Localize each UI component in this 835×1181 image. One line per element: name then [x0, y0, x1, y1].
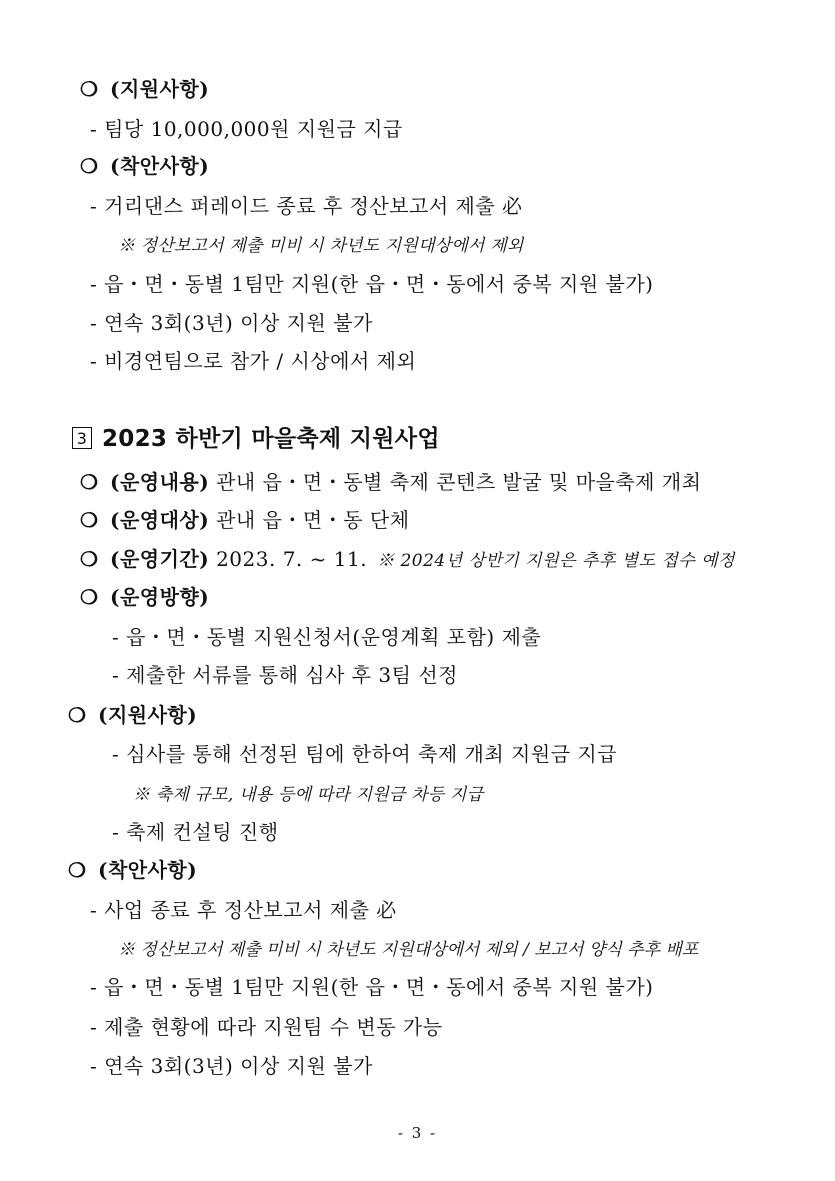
section-number: 3: [72, 427, 92, 449]
heading-label: (운영내용): [110, 470, 210, 494]
circle-bullet-icon: ❍: [80, 77, 99, 101]
heading-label: (지원사항): [98, 703, 198, 727]
circle-bullet-icon: ❍: [80, 547, 99, 571]
circle-bullet-icon: ❍: [80, 508, 99, 532]
list-item: - 심사를 통해 선정된 팀에 한하여 축제 개최 지원금 지급: [112, 742, 618, 766]
support-heading: [80, 76, 209, 102]
target-row: [80, 507, 410, 533]
section-title-text: 2023 하반기 마을축제 지원사업: [102, 426, 440, 452]
row-text: 관내 읍・면・동별 축제 콘텐츠 발굴 및 마을축제 개최: [209, 470, 702, 494]
heading-label: (착안사항): [110, 154, 210, 178]
circle-bullet-icon: ❍: [68, 858, 87, 882]
note-text: ※ 정산보고서 제출 미비 시 차년도 지원대상에서 제외 / 보고서 양식 추후 배포: [118, 940, 699, 960]
list-item: - 읍・면・동별 1팀만 지원(한 읍・면・동에서 중복 지원 불가): [90, 975, 654, 999]
content-row: [80, 469, 701, 495]
row-text: 관내 읍・면・동 단체: [209, 508, 410, 532]
circle-bullet-icon: ❍: [80, 470, 99, 494]
list-item: - 제출 현황에 따라 지원팀 수 변동 가능: [90, 1015, 443, 1039]
list-item: - 제출한 서류를 통해 심사 후 3팀 선정: [112, 663, 458, 687]
notes-heading: [68, 857, 197, 883]
period-note: ※ 2024년 상반기 지원은 추후 별도 접수 예정: [377, 551, 735, 571]
circle-bullet-icon: ❍: [80, 154, 99, 178]
period-row: [80, 546, 735, 574]
list-item: - 비경연팀으로 참가 / 시상에서 제외: [90, 349, 417, 373]
heading-label: (운영기간): [110, 547, 210, 571]
circle-bullet-icon: ❍: [68, 703, 87, 727]
direction-heading: [80, 584, 209, 610]
heading-label: (운영대상): [110, 508, 210, 532]
section-title: [72, 426, 440, 452]
heading-label: (착안사항): [98, 858, 198, 882]
list-item: - 연속 3회(3년) 이상 지원 불가: [90, 311, 373, 335]
notes-heading: [80, 153, 209, 179]
page-number: - 3 -: [397, 1124, 438, 1142]
note-text: ※ 정산보고서 제출 미비 시 차년도 지원대상에서 제외: [118, 236, 524, 256]
circle-bullet-icon: ❍: [80, 585, 99, 609]
row-text: 2023. 7. ~ 11.: [209, 547, 368, 571]
note-text: ※ 축제 규모, 내용 등에 따라 지원금 차등 지급: [133, 785, 484, 805]
list-item: - 읍・면・동별 1팀만 지원(한 읍・면・동에서 중복 지원 불가): [90, 272, 654, 296]
list-item: - 거리댄스 퍼레이드 종료 후 정산보고서 제출 必: [90, 194, 523, 218]
list-item: - 축제 컨설팅 진행: [112, 820, 279, 844]
heading-label: (운영방향): [110, 585, 210, 609]
heading-label: (지원사항): [110, 77, 210, 101]
list-item: - 팀당 10,000,000원 지원금 지급: [90, 117, 403, 141]
support-heading: [68, 702, 197, 728]
list-item: - 연속 3회(3년) 이상 지원 불가: [90, 1054, 373, 1078]
list-item: - 사업 종료 후 정산보고서 제출 必: [90, 898, 397, 922]
list-item: - 읍・면・동별 지원신청서(운영계획 포함) 제출: [112, 625, 542, 649]
